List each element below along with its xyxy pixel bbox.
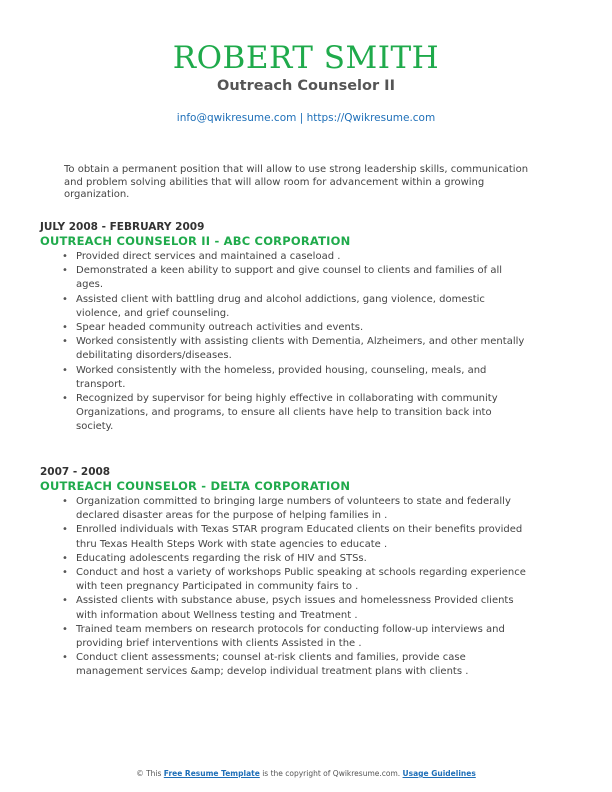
candidate-name: ROBERT SMITH [172,40,440,76]
job-role: OUTREACH COUNSELOR II - ABC CORPORATION [40,234,351,248]
list-item: • Recognized by supervisor for being highly effective in collaborating with community Organizations, and programs, to ensure all clients have help to transition back into society. [76,392,530,435]
footer-prefix: © This [136,769,162,778]
list-item: • Worked consistently with assisting clients with Dementia, Alzheimers, and other mentally debilitating disorders/diseases. [76,335,530,363]
experience-entry-2 [40,466,530,680]
experience-entry-1 [40,221,530,435]
list-item: • Worked consistently with the homeless, provided housing, counseling, meals, and transport. [76,364,530,392]
list-item: • Trained team members on research protocols for conducting follow-up interviews and providing brief interventions with clients Assisted in the . [76,623,530,651]
footer [0,769,612,778]
list-item: • Enrolled individuals with Texas STAR program Educated clients on their benefits provided thru Texas Health Steps Work with state agencies to educate . [76,523,530,551]
list-item: • Conduct and host a variety of workshops Public speaking at schools regarding experience with teen pregnancy Participated in community fairs to . [76,566,530,594]
free-resume-template-link[interactable]: Free Resume Template [163,769,260,778]
footer-copyright: is the copyright of Qwikresume.com. [262,769,401,778]
list-item: • Provided direct services and maintained a caseload . [76,250,530,264]
list-item: • Educating adolescents regarding the risk of HIV and STSs. [76,552,530,566]
candidate-title: Outreach Counselor II [217,78,395,94]
job-role: OUTREACH COUNSELOR - DELTA CORPORATION [40,479,351,493]
list-item: • Demonstrated a keen ability to support and give counsel to clients and families of all ages. [76,264,530,292]
objective-text: To obtain a permanent position that will allow to use strong leadership skills, communication and problem solving abilities that will allow room for advancement within a growing organization. [64,164,529,200]
usage-guidelines-link[interactable]: Usage Guidelines [402,769,476,778]
list-item: • Assisted client with battling drug and alcohol addictions, gang violence, domestic violence, and grief counseling. [76,293,530,321]
contact-line [0,112,612,124]
job-dates: JULY 2008 - FEBRUARY 2009 [40,221,205,233]
list-item: • Conduct client assessments; counsel at-risk clients and families, provide case management services &amp; develop individual treatment plans with clients . [76,651,530,679]
email-link[interactable]: info@qwikresume.com [176,112,297,124]
list-item: • Organization committed to bringing large numbers of volunteers to state and federally declared disaster areas for the purpose of helping families in . [76,495,530,523]
job-bullets [40,495,530,680]
job-dates: 2007 - 2008 [40,466,111,478]
contact-separator: | [299,112,304,124]
list-item: • Assisted clients with substance abuse, psych issues and homelessness Provided clients with information about Wellness testing and Treatment . [76,594,530,622]
list-item: • Spear headed community outreach activities and events. [76,321,530,335]
job-bullets [40,250,530,435]
website-link[interactable]: https://Qwikresume.com [306,112,436,124]
